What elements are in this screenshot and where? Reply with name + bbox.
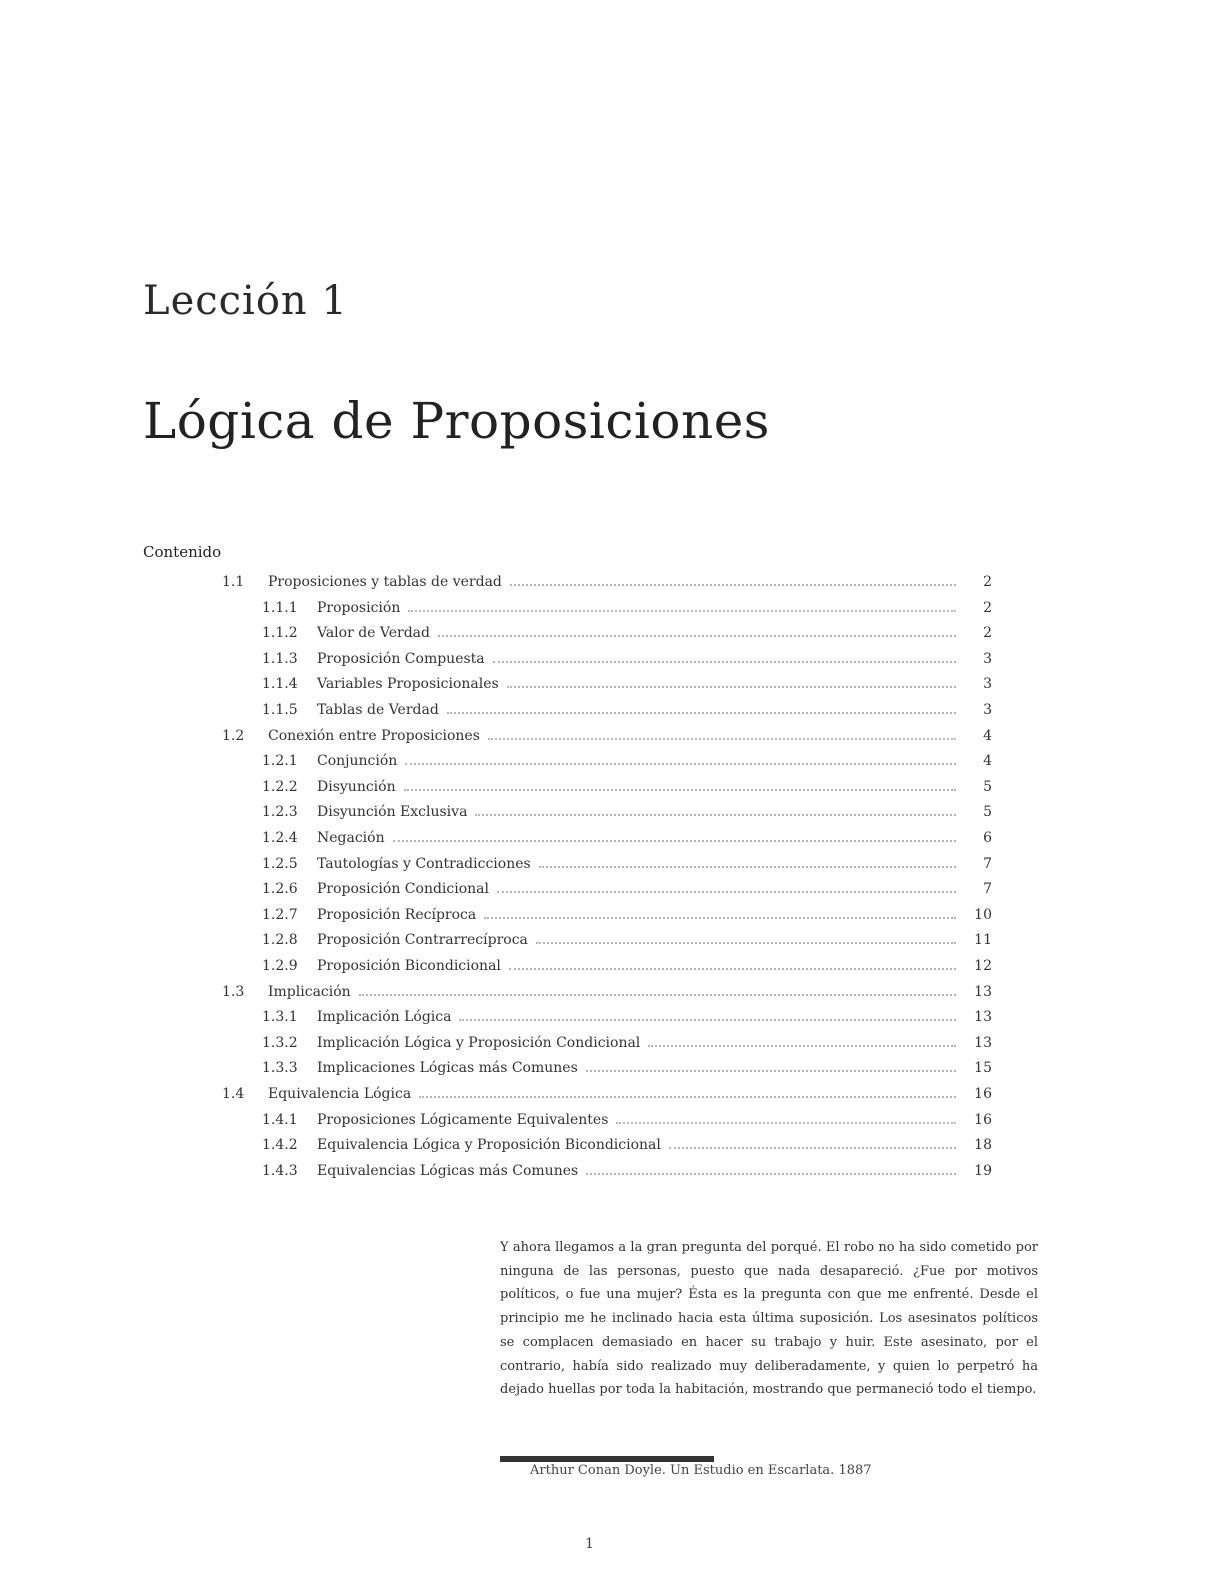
- toc-entry-page: 2: [983, 599, 992, 616]
- toc-subsection[interactable]: [262, 651, 992, 677]
- toc-entry-number: 1.1.1: [262, 599, 298, 616]
- toc-entry-page: 5: [983, 778, 992, 795]
- toc-entry-title: Implicaciones Lógicas más Comunes: [317, 1060, 578, 1077]
- toc-entry-number: 1.3.1: [262, 1009, 298, 1026]
- toc-entry-title: Proposición Recíproca: [317, 906, 477, 923]
- toc-subsection[interactable]: [262, 779, 992, 805]
- toc-entry-page: 6: [983, 830, 992, 846]
- toc-entry-page: 3: [983, 702, 992, 718]
- toc-leader-dots: [539, 865, 956, 868]
- toc-entry-number: 1.4.3: [262, 1162, 298, 1179]
- toc-entry-number: 1.1.4: [262, 676, 298, 693]
- toc-leader-dots: [459, 1018, 956, 1021]
- toc-entry-page: 16: [974, 1111, 992, 1128]
- toc-entry-page: 15: [974, 1060, 992, 1077]
- toc-entry-page: 4: [983, 727, 992, 744]
- toc-subsection[interactable]: [262, 753, 992, 779]
- toc-leader-dots: [493, 660, 956, 663]
- toc-subsection[interactable]: [262, 676, 992, 702]
- chapter-label: Lección 1: [143, 278, 348, 324]
- toc-entry-page: 10: [974, 906, 992, 923]
- toc-entry-number: 1.1.2: [262, 625, 298, 642]
- toc-leader-dots: [393, 839, 956, 842]
- toc-entry-title: Implicación Lógica: [317, 1009, 452, 1026]
- toc-entry-title: Proposiciones y tablas de verdad: [268, 574, 502, 590]
- toc-entry-number: 1.2.2: [262, 778, 298, 795]
- toc-subsection[interactable]: [262, 830, 992, 856]
- toc-subsection[interactable]: [262, 856, 992, 882]
- toc-entry-title: Conjunción: [317, 753, 398, 770]
- toc-subsection[interactable]: [262, 625, 992, 651]
- toc-entry-page: 2: [983, 625, 992, 642]
- toc-entry-number: 1.1.3: [262, 650, 298, 667]
- toc-entry-page: 19: [974, 1162, 992, 1179]
- toc-entry-number: 1.2.1: [262, 753, 298, 770]
- toc-entry-title: Proposición Contrarrecíproca: [317, 932, 528, 949]
- toc-section[interactable]: [222, 728, 992, 754]
- toc-leader-dots: [408, 609, 956, 612]
- toc-entry-number: 1.2.3: [262, 804, 298, 821]
- toc-leader-dots: [447, 711, 956, 714]
- toc-subsection[interactable]: [262, 1060, 992, 1086]
- footnote-rule: [500, 1456, 714, 1462]
- toc-entry-number: 1.2.9: [262, 958, 298, 974]
- toc-entry-number: 1.3: [222, 983, 245, 1000]
- toc-entry-page: 11: [974, 932, 992, 949]
- toc-entry-title: Disyunción: [317, 778, 396, 795]
- toc-entry-number: 1.3.2: [262, 1034, 298, 1051]
- toc-leader-dots: [648, 1044, 956, 1047]
- toc-entry-title: Disyunción Exclusiva: [317, 804, 468, 821]
- toc-entry-title: Proposición: [317, 599, 401, 616]
- toc-entry-title: Proposición Condicional: [317, 881, 489, 898]
- toc-subsection[interactable]: [262, 1009, 992, 1035]
- toc-subsection[interactable]: [262, 1137, 992, 1163]
- toc-leader-dots: [586, 1172, 956, 1175]
- toc-entry-page: 7: [983, 881, 992, 898]
- quote-attribution: Arthur Conan Doyle. Un Estudio en Escarlata. 1887: [530, 1463, 872, 1478]
- toc-entry-number: 1.2.6: [262, 881, 298, 898]
- toc-subsection[interactable]: [262, 804, 992, 830]
- toc-leader-dots: [488, 737, 956, 740]
- toc-leader-dots: [475, 813, 956, 816]
- toc-leader-dots: [669, 1146, 956, 1149]
- toc-entry-number: 1.2.5: [262, 855, 298, 872]
- toc-leader-dots: [359, 993, 956, 996]
- toc-section[interactable]: [222, 574, 992, 600]
- toc-leader-dots: [510, 583, 956, 586]
- chapter-title: Lógica de Proposiciones: [143, 392, 770, 450]
- toc-leader-dots: [497, 890, 956, 893]
- toc-leader-dots: [405, 762, 956, 765]
- toc-entry-page: 2: [983, 574, 992, 590]
- toc-entry-title: Equivalencias Lógicas más Comunes: [317, 1162, 579, 1179]
- toc-heading: Contenido: [143, 543, 222, 561]
- toc-entry-page: 13: [974, 983, 992, 1000]
- toc-entry-number: 1.2: [222, 727, 245, 744]
- toc-subsection[interactable]: [262, 702, 992, 728]
- toc-entry-title: Implicación: [268, 983, 351, 1000]
- toc-entry-page: 16: [974, 1086, 992, 1102]
- toc-entry-title: Implicación Lógica y Proposición Condicional: [317, 1034, 641, 1051]
- toc-entry-number: 1.2.4: [262, 830, 298, 846]
- toc-subsection[interactable]: [262, 958, 992, 984]
- toc-section[interactable]: [222, 1086, 992, 1112]
- toc-entry-number: 1.3.3: [262, 1060, 298, 1077]
- page-number: 1: [585, 1536, 594, 1552]
- epigraph-quote: Y ahora llegamos a la gran pregunta del porqué. El robo no ha sido cometido por ninguna de las personas, puesto que nada desapareció. ¿Fue por motivos políticos, o fue una mujer? Ésta es la pregunta con que me enfrenté. Desde el principio me he inclinado hacia esta última suposición. Los asesinatos políticos se complacen demasiado en hacer su trabajo y huir. Este asesinato, por el contrario, había sido realizado muy deliberadamente, y quien lo perpetró ha dejado huellas por toda la habitación, mostrando que permaneció todo el tiempo.: [500, 1240, 1038, 1398]
- toc-entry-title: Equivalencia Lógica y Proposición Bicondicional: [317, 1137, 661, 1154]
- toc-leader-dots: [509, 967, 956, 970]
- toc-leader-dots: [616, 1121, 956, 1124]
- toc-entry-number: 1.4.1: [262, 1111, 298, 1128]
- toc-entry-title: Conexión entre Proposiciones: [268, 727, 480, 744]
- toc-entry-page: 13: [974, 1034, 992, 1051]
- toc-subsection[interactable]: [262, 600, 992, 626]
- toc-entry-title: Negación: [317, 830, 385, 846]
- toc-entry-page: 3: [983, 650, 992, 667]
- toc-leader-dots: [419, 1095, 956, 1098]
- toc-entry-number: 1.4.2: [262, 1137, 298, 1154]
- toc-entry-title: Equivalencia Lógica: [268, 1086, 412, 1102]
- toc-leader-dots: [507, 685, 956, 688]
- toc-entry-number: 1.2.7: [262, 906, 298, 923]
- toc-entry-number: 1.4: [222, 1086, 245, 1102]
- toc-entry-title: Tautologías y Contradicciones: [317, 855, 531, 872]
- toc-entry-title: Proposición Compuesta: [317, 650, 485, 667]
- toc-entry-number: 1.1: [222, 574, 245, 590]
- toc-entry-page: 13: [974, 1009, 992, 1026]
- toc-entry-title: Variables Proposicionales: [317, 676, 499, 693]
- toc-entry-page: 5: [983, 804, 992, 821]
- toc-entry-page: 18: [974, 1137, 992, 1154]
- toc-entry-title: Tablas de Verdad: [317, 702, 439, 718]
- toc-section[interactable]: [222, 984, 992, 1010]
- toc-subsection[interactable]: [262, 907, 992, 933]
- toc-leader-dots: [586, 1069, 956, 1072]
- toc-entry-number: 1.2.8: [262, 932, 298, 949]
- toc-leader-dots: [484, 916, 956, 919]
- toc-subsection[interactable]: [262, 1112, 992, 1138]
- toc-entry-page: 3: [983, 676, 992, 693]
- toc-entry-title: Valor de Verdad: [317, 625, 430, 642]
- toc-leader-dots: [404, 788, 956, 791]
- toc-leader-dots: [536, 941, 956, 944]
- toc-entry-page: 7: [983, 855, 992, 872]
- toc-entry-page: 12: [974, 958, 992, 974]
- toc-entry-number: 1.1.5: [262, 702, 298, 718]
- toc-subsection[interactable]: [262, 1035, 992, 1061]
- toc-subsection[interactable]: [262, 932, 992, 958]
- toc-subsection[interactable]: [262, 1163, 992, 1189]
- toc-leader-dots: [438, 634, 956, 637]
- toc-entry-title: Proposiciones Lógicamente Equivalentes: [317, 1111, 609, 1128]
- toc-entry-page: 4: [983, 753, 992, 770]
- toc-subsection[interactable]: [262, 881, 992, 907]
- toc-entry-title: Proposición Bicondicional: [317, 958, 501, 974]
